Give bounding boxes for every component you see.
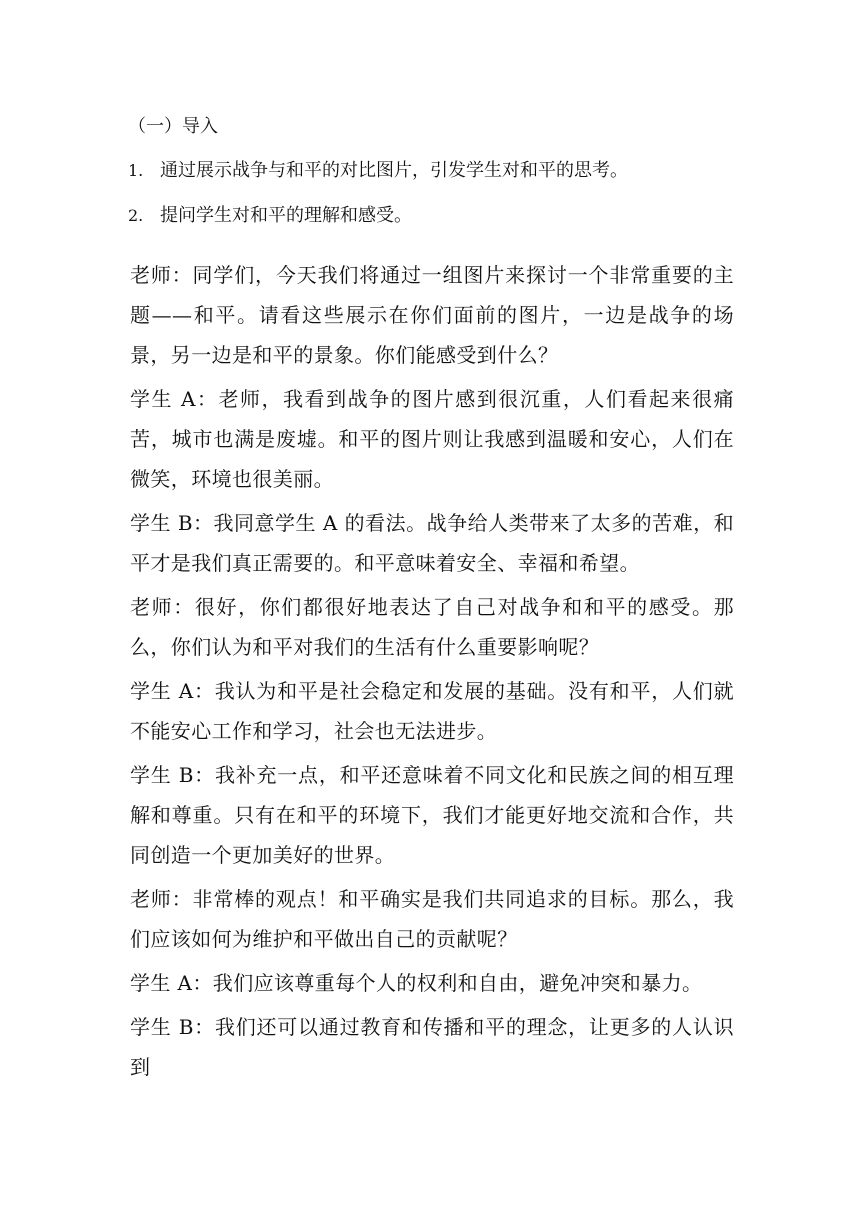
dialogue-paragraph: 学生 A：老师，我看到战争的图片感到很沉重，人们看起来很痛苦，城市也满是废墟。和平的图片则让我感到温暖和安心，人们在微笑，环境也很美丽。 [130,387,734,491]
list-item-number: 1. [128,161,144,180]
section-heading: （一）导入 [128,116,218,137]
dialogue-paragraph: 学生 A：我认为和平是社会稳定和发展的基础。没有和平，人们就不能安心工作和学习，社会也无法进步。 [130,679,734,743]
list-item [128,201,748,231]
intro-list [128,156,748,246]
list-item-number: 2. [128,206,144,225]
dialogue-paragraph: 老师：非常棒的观点！和平确实是我们共同追求的目标。那么，我们应该如何为维护和平做出自己的贡献呢？ [130,887,734,951]
dialogue-paragraph: 学生 A：我们应该尊重每个人的权利和自由，避免冲突和暴力。 [130,971,703,995]
dialogue [130,255,734,1091]
dialogue-paragraph: 学生 B：我同意学生 A 的看法。战争给人类带来了太多的苦难，和平才是我们真正需要的。和平意味着安全、幸福和希望。 [130,511,734,575]
dialogue-paragraph: 学生 B：我补充一点，和平还意味着不同文化和民族之间的相互理解和尊重。只有在和平的环境下，我们才能更好地交流和合作，共同创造一个更加美好的世界。 [130,763,734,867]
dialogue-paragraph: 老师：同学们，今天我们将通过一组图片来探讨一个非常重要的主题——和平。请看这些展示在你们面前的图片，一边是战争的场景，另一边是和平的景象。你们能感受到什么？ [130,263,734,367]
list-item-text: 通过展示战争与和平的对比图片，引发学生对和平的思考。 [160,160,628,181]
dialogue-paragraph: 老师：很好，你们都很好地表达了自己对战争和和平的感受。那么，你们认为和平对我们的生活有什么重要影响呢？ [130,595,734,659]
list-item [128,156,748,186]
dialogue-paragraph: 学生 B：我们还可以通过教育和传播和平的理念，让更多的人认识到 [130,1015,734,1079]
list-item-text: 提问学生对和平的理解和感受。 [160,205,412,226]
